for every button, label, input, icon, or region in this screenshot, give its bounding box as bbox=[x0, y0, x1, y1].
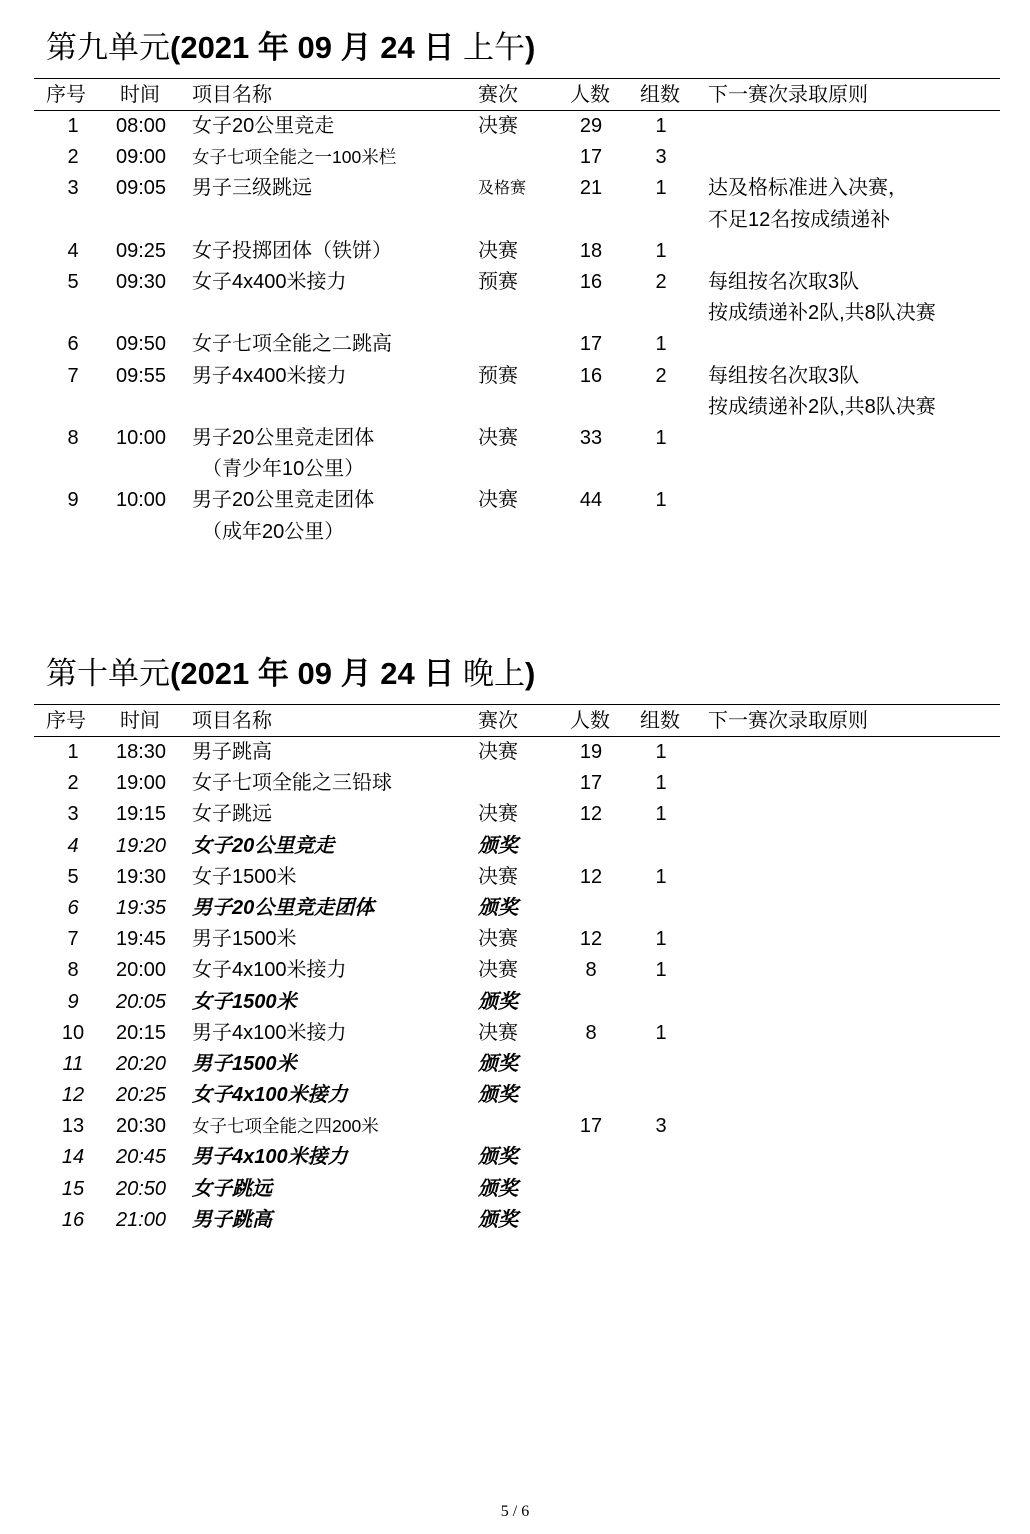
cell-round: 颁奖 bbox=[478, 1177, 518, 1200]
table-row bbox=[0, 267, 1030, 329]
table-row bbox=[0, 924, 1030, 955]
cell-name: 女子20公里竞走 bbox=[192, 115, 335, 137]
cell-groups: 1 bbox=[655, 928, 667, 951]
cell-time: 09:00 bbox=[115, 146, 167, 169]
cell-time: 20:25 bbox=[115, 1084, 167, 1107]
cell-count: 29 bbox=[579, 115, 603, 137]
table-row bbox=[0, 329, 1030, 360]
cell-name: 男子20公里竞走团体 bbox=[192, 896, 375, 919]
col-header-round: 赛次 bbox=[478, 710, 518, 732]
cell-groups: 3 bbox=[655, 1115, 667, 1138]
cell-groups: 3 bbox=[655, 146, 667, 169]
cell-no: 7 bbox=[67, 928, 79, 951]
cell-name: 女子七项全能之一100米栏 bbox=[192, 147, 397, 168]
col-header-rule: 下一赛次录取原则 bbox=[708, 710, 868, 732]
table-row bbox=[0, 485, 1030, 547]
cell-count: 17 bbox=[579, 333, 603, 356]
cell-count: 33 bbox=[579, 426, 603, 449]
cell-rule: 每组按名次取3队 按成绩递补2队,共8队决赛 bbox=[708, 270, 936, 325]
cell-no: 2 bbox=[67, 146, 79, 169]
table-row-ceremony bbox=[0, 1174, 1030, 1205]
cell-name: 女子七项全能之三铅球 bbox=[192, 772, 392, 795]
cell-time: 19:00 bbox=[115, 772, 167, 795]
cell-groups: 1 bbox=[655, 489, 667, 512]
cell-no: 5 bbox=[67, 270, 79, 293]
cell-count: 16 bbox=[579, 364, 603, 387]
cell-no: 8 bbox=[67, 426, 79, 449]
cell-name: 女子20公里竞走 bbox=[192, 834, 335, 857]
cell-count: 12 bbox=[579, 803, 603, 826]
col-header-count: 人数 bbox=[570, 710, 610, 732]
cell-name: 男子4x400米接力 bbox=[192, 364, 347, 387]
cell-rule: 每组按名次取3队 按成绩递补2队,共8队决赛 bbox=[708, 364, 936, 418]
cell-name: 男子1500米 bbox=[192, 928, 297, 951]
cell-no: 6 bbox=[67, 333, 79, 356]
cell-time: 20:20 bbox=[115, 1052, 167, 1075]
cell-groups: 1 bbox=[655, 177, 667, 200]
table-row bbox=[0, 768, 1030, 799]
col-header-name: 项目名称 bbox=[192, 84, 272, 106]
cell-time: 19:35 bbox=[115, 896, 167, 919]
cell-groups: 1 bbox=[655, 333, 667, 356]
cell-count: 8 bbox=[585, 959, 597, 982]
cell-count: 17 bbox=[579, 1115, 603, 1138]
cell-groups: 2 bbox=[655, 364, 667, 387]
cell-name: 男子三级跳远 bbox=[192, 177, 312, 200]
cell-time: 08:00 bbox=[115, 115, 167, 137]
table-row-ceremony bbox=[0, 893, 1030, 924]
table-row-ceremony bbox=[0, 1049, 1030, 1080]
cell-time: 18:30 bbox=[115, 741, 167, 763]
table-row bbox=[0, 361, 1030, 423]
cell-round: 决赛 bbox=[478, 803, 518, 826]
table-row-ceremony bbox=[0, 831, 1030, 862]
schedule-table bbox=[0, 737, 1030, 1236]
cell-count: 12 bbox=[579, 865, 603, 888]
table-row bbox=[0, 1111, 1030, 1142]
cell-time: 20:45 bbox=[115, 1146, 167, 1169]
cell-name: 男子20公里竞走团体 （成年20公里） bbox=[192, 489, 375, 543]
cell-no: 4 bbox=[67, 834, 79, 857]
cell-time: 09:05 bbox=[115, 177, 167, 200]
table-row bbox=[0, 111, 1030, 142]
cell-count: 8 bbox=[585, 1021, 597, 1044]
section-title: 第十单元(2021 年 09 月 24 日 晚上) bbox=[46, 656, 536, 691]
cell-name: 女子跳远 bbox=[192, 1177, 272, 1200]
cell-round: 决赛 bbox=[478, 426, 518, 449]
table-row bbox=[0, 236, 1030, 267]
cell-no: 15 bbox=[61, 1177, 85, 1200]
cell-name: 女子4x100米接力 bbox=[192, 959, 347, 982]
cell-round: 决赛 bbox=[478, 959, 518, 982]
table-row-ceremony bbox=[0, 1080, 1030, 1111]
cell-name: 男子1500米 bbox=[192, 1052, 297, 1075]
cell-round: 预赛 bbox=[478, 364, 518, 387]
cell-name: 女子跳远 bbox=[192, 803, 272, 826]
cell-no: 9 bbox=[67, 990, 79, 1013]
cell-no: 13 bbox=[61, 1115, 85, 1138]
col-header-count: 人数 bbox=[570, 84, 610, 106]
cell-time: 19:15 bbox=[115, 803, 167, 826]
table-row-ceremony bbox=[0, 987, 1030, 1018]
cell-name: 女子4x100米接力 bbox=[192, 1084, 348, 1107]
table-row bbox=[0, 862, 1030, 893]
cell-groups: 1 bbox=[655, 741, 667, 763]
cell-no: 3 bbox=[67, 177, 79, 200]
col-header-groups: 组数 bbox=[640, 710, 680, 732]
page-number: 5 / 6 bbox=[500, 1503, 530, 1520]
cell-groups: 1 bbox=[655, 115, 667, 137]
cell-no: 2 bbox=[67, 772, 79, 795]
col-header-rule: 下一赛次录取原则 bbox=[708, 84, 868, 106]
cell-groups: 1 bbox=[655, 426, 667, 449]
cell-name: 男子20公里竞走团体 （青少年10公里） bbox=[192, 426, 375, 481]
cell-name: 女子七项全能之二跳高 bbox=[192, 333, 392, 356]
cell-round: 颁奖 bbox=[478, 990, 518, 1013]
col-header-no: 序号 bbox=[46, 84, 86, 106]
col-header-time: 时间 bbox=[120, 710, 160, 732]
cell-time: 19:45 bbox=[115, 928, 167, 951]
cell-count: 18 bbox=[579, 239, 603, 262]
table-row bbox=[0, 1018, 1030, 1049]
cell-time: 20:15 bbox=[115, 1021, 167, 1044]
cell-no: 7 bbox=[67, 364, 79, 387]
cell-no: 1 bbox=[67, 741, 79, 763]
cell-name: 男子跳高 bbox=[192, 1208, 272, 1231]
cell-time: 10:00 bbox=[115, 426, 167, 449]
cell-no: 8 bbox=[67, 959, 79, 982]
cell-round: 预赛 bbox=[478, 270, 518, 293]
section-title: 第九单元(2021 年 09 月 24 日 上午) bbox=[46, 30, 536, 65]
cell-no: 16 bbox=[61, 1208, 85, 1231]
cell-name: 男子4x100米接力 bbox=[192, 1021, 347, 1044]
cell-time: 09:25 bbox=[115, 239, 167, 262]
cell-no: 10 bbox=[61, 1021, 85, 1044]
cell-time: 09:30 bbox=[115, 270, 167, 293]
cell-round: 颁奖 bbox=[478, 834, 518, 857]
cell-groups: 1 bbox=[655, 1021, 667, 1044]
table-row-ceremony bbox=[0, 1142, 1030, 1173]
cell-name: 女子七项全能之四200米 bbox=[192, 1116, 379, 1137]
table-row bbox=[0, 955, 1030, 986]
cell-no: 12 bbox=[61, 1084, 85, 1107]
cell-groups: 1 bbox=[655, 959, 667, 982]
cell-name: 男子跳高 bbox=[192, 741, 272, 763]
cell-time: 09:55 bbox=[115, 364, 167, 387]
cell-round: 颁奖 bbox=[478, 1146, 518, 1169]
table-row bbox=[0, 142, 1030, 173]
cell-count: 19 bbox=[579, 741, 603, 763]
table-row bbox=[0, 173, 1030, 235]
col-header-groups: 组数 bbox=[640, 84, 680, 106]
cell-time: 19:30 bbox=[115, 865, 167, 888]
schedule-table bbox=[0, 111, 1030, 548]
cell-round: 决赛 bbox=[478, 865, 518, 888]
cell-count: 12 bbox=[579, 928, 603, 951]
cell-name: 男子4x100米接力 bbox=[192, 1146, 348, 1169]
table-row bbox=[0, 423, 1030, 485]
cell-no: 3 bbox=[67, 803, 79, 826]
cell-name: 女子投掷团体（铁饼） bbox=[192, 239, 392, 262]
cell-round: 决赛 bbox=[478, 928, 518, 951]
col-header-name: 项目名称 bbox=[192, 710, 272, 732]
cell-no: 11 bbox=[62, 1052, 84, 1075]
cell-groups: 2 bbox=[655, 270, 667, 293]
cell-round: 颁奖 bbox=[478, 896, 518, 919]
cell-count: 16 bbox=[579, 270, 603, 293]
cell-time: 20:05 bbox=[115, 990, 167, 1013]
table-row bbox=[0, 799, 1030, 830]
cell-round: 颁奖 bbox=[478, 1052, 518, 1075]
cell-round: 决赛 bbox=[478, 1021, 518, 1044]
cell-time: 10:00 bbox=[115, 489, 167, 512]
cell-groups: 1 bbox=[655, 803, 667, 826]
table-header bbox=[0, 79, 1030, 110]
col-header-round: 赛次 bbox=[478, 84, 518, 106]
cell-round: 颁奖 bbox=[478, 1084, 518, 1107]
cell-rule: 达及格标准进入决赛， 不足12名按成绩递补 bbox=[708, 177, 908, 231]
cell-count: 17 bbox=[579, 772, 603, 795]
cell-no: 5 bbox=[67, 865, 79, 888]
table-row-ceremony bbox=[0, 1205, 1030, 1236]
cell-time: 20:30 bbox=[115, 1115, 167, 1138]
cell-no: 9 bbox=[67, 489, 79, 512]
cell-groups: 1 bbox=[655, 865, 667, 888]
cell-time: 20:50 bbox=[115, 1177, 167, 1200]
cell-no: 6 bbox=[67, 896, 79, 919]
cell-no: 4 bbox=[67, 239, 79, 262]
cell-count: 17 bbox=[579, 146, 603, 169]
col-header-no: 序号 bbox=[46, 710, 86, 732]
cell-count: 44 bbox=[579, 489, 603, 512]
cell-groups: 1 bbox=[655, 772, 667, 795]
col-header-time: 时间 bbox=[120, 84, 160, 106]
cell-round: 决赛 bbox=[478, 489, 518, 512]
cell-round: 颁奖 bbox=[478, 1208, 518, 1231]
table-row bbox=[0, 737, 1030, 768]
cell-no: 14 bbox=[61, 1146, 85, 1169]
cell-count: 21 bbox=[579, 177, 603, 200]
cell-round: 决赛 bbox=[478, 115, 518, 137]
cell-time: 09:50 bbox=[115, 333, 167, 356]
cell-time: 19:20 bbox=[115, 834, 167, 857]
cell-time: 20:00 bbox=[115, 959, 167, 982]
cell-round: 决赛 bbox=[478, 239, 518, 262]
cell-name: 女子1500米 bbox=[192, 990, 297, 1013]
cell-round: 及格赛 bbox=[478, 180, 527, 198]
cell-round: 决赛 bbox=[478, 741, 518, 763]
cell-name: 女子1500米 bbox=[192, 865, 297, 888]
cell-no: 1 bbox=[67, 115, 79, 137]
cell-name: 女子4x400米接力 bbox=[192, 270, 347, 293]
cell-groups: 1 bbox=[655, 239, 667, 262]
table-header bbox=[0, 705, 1030, 736]
cell-time: 21:00 bbox=[115, 1208, 167, 1231]
